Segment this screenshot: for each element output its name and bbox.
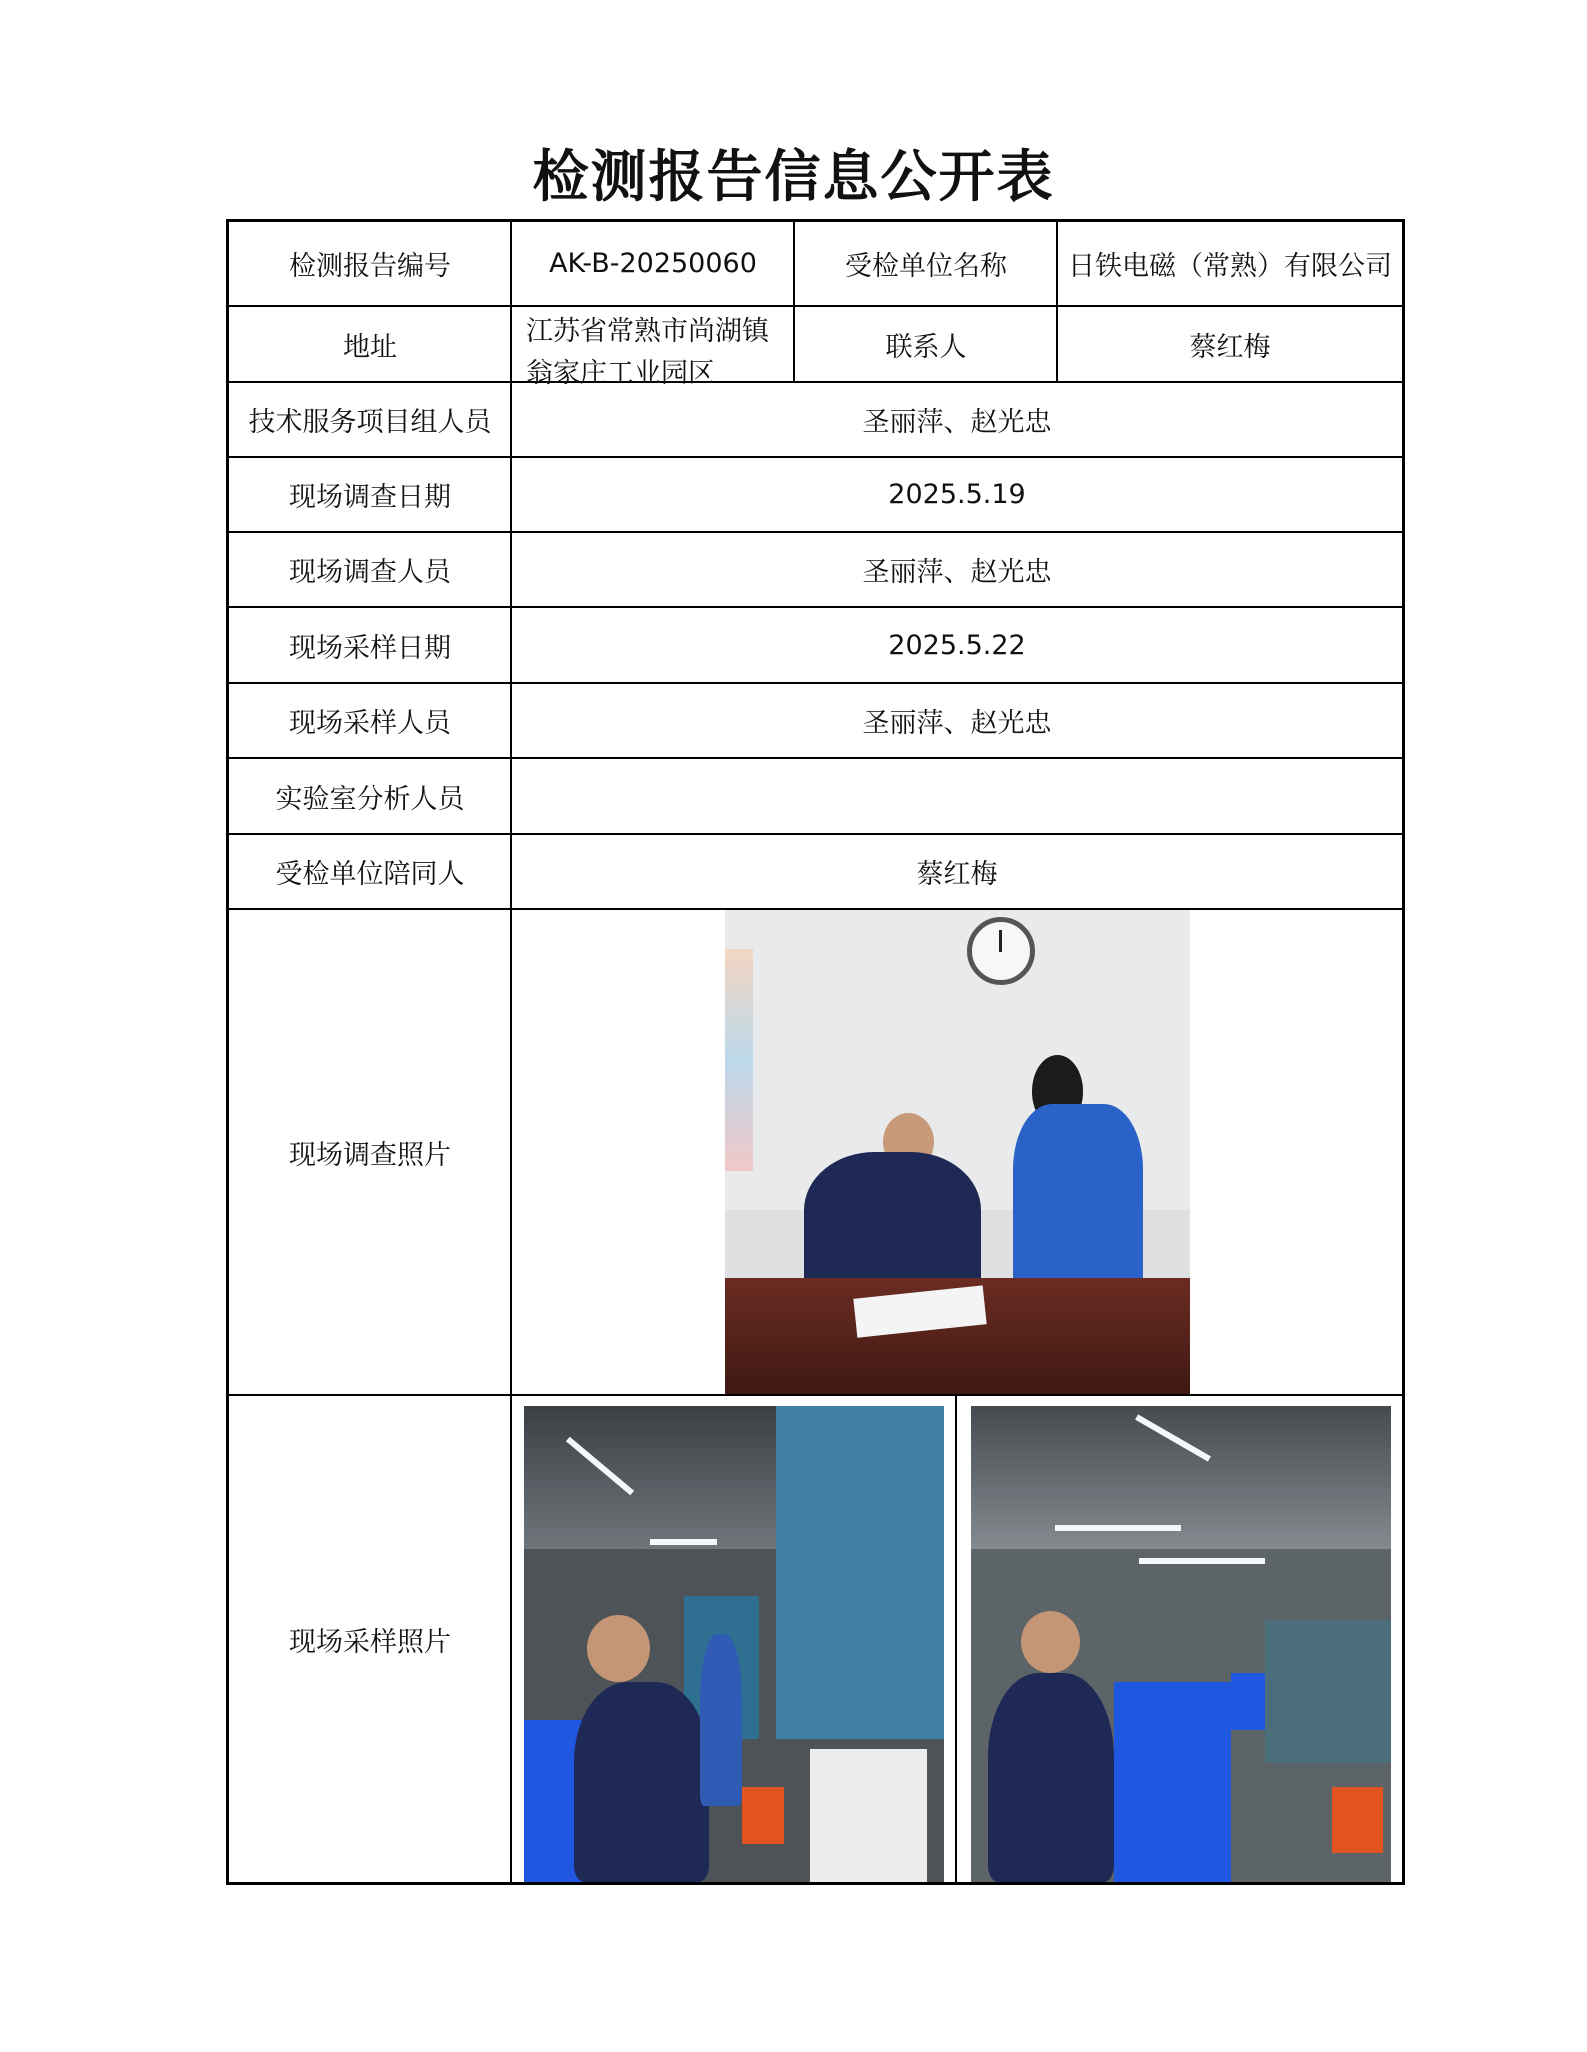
table-row bbox=[229, 307, 1402, 389]
lab-staff-value bbox=[512, 759, 1402, 833]
table-row bbox=[229, 608, 1402, 684]
table-row bbox=[229, 1396, 1402, 1882]
survey-date-value: 2025.5.19 bbox=[888, 479, 1026, 510]
address-line-2: 翁家庄工业园区 bbox=[526, 358, 715, 389]
survey-photo bbox=[725, 910, 1190, 1394]
survey-staff-value: 圣丽萍、赵光忠 bbox=[862, 557, 1052, 588]
survey-photo-label: 现场调查照片 bbox=[289, 1139, 451, 1171]
address-line-1: 江苏省常熟市尚湖镇 bbox=[526, 316, 769, 347]
report-no-label: 检测报告编号 bbox=[289, 251, 451, 282]
report-no-value: AK-B-20250060 bbox=[549, 248, 757, 279]
sampling-staff-value: 圣丽萍、赵光忠 bbox=[862, 708, 1052, 739]
table-row bbox=[229, 759, 1402, 835]
unit-name-label: 受检单位名称 bbox=[845, 251, 1007, 282]
sampling-staff-label: 现场采样人员 bbox=[289, 708, 451, 739]
table-row bbox=[229, 684, 1402, 759]
contact-value: 蔡红梅 bbox=[1189, 331, 1271, 363]
sampling-photo-1 bbox=[524, 1406, 944, 1882]
table-row bbox=[229, 222, 1402, 307]
escort-value: 蔡红梅 bbox=[916, 859, 998, 890]
escort-label: 受检单位陪同人 bbox=[275, 859, 465, 890]
table-row bbox=[229, 533, 1402, 608]
table-row bbox=[229, 910, 1402, 1396]
survey-staff-label: 现场调查人员 bbox=[289, 557, 451, 588]
table-row bbox=[229, 835, 1402, 910]
info-table bbox=[226, 219, 1405, 1885]
address-label: 地址 bbox=[343, 331, 397, 363]
sampling-date-value: 2025.5.22 bbox=[888, 629, 1026, 661]
clock-icon bbox=[967, 917, 1035, 985]
sampling-date-label: 现场采样日期 bbox=[289, 632, 451, 664]
team-label: 技术服务项目组人员 bbox=[248, 407, 492, 438]
page-title: 检测报告信息公开表 bbox=[532, 145, 1055, 210]
lab-staff-label: 实验室分析人员 bbox=[275, 783, 465, 815]
team-value: 圣丽萍、赵光忠 bbox=[862, 407, 1052, 438]
contact-label: 联系人 bbox=[885, 331, 967, 363]
table-row bbox=[229, 383, 1402, 458]
sampling-photo-label: 现场采样照片 bbox=[289, 1626, 451, 1658]
unit-name-value: 日铁电磁（常熟）有限公司 bbox=[1068, 251, 1392, 282]
address-value bbox=[512, 307, 794, 389]
table-row bbox=[229, 458, 1402, 533]
sampling-photo-2 bbox=[971, 1406, 1391, 1882]
survey-date-label: 现场调查日期 bbox=[289, 482, 451, 513]
